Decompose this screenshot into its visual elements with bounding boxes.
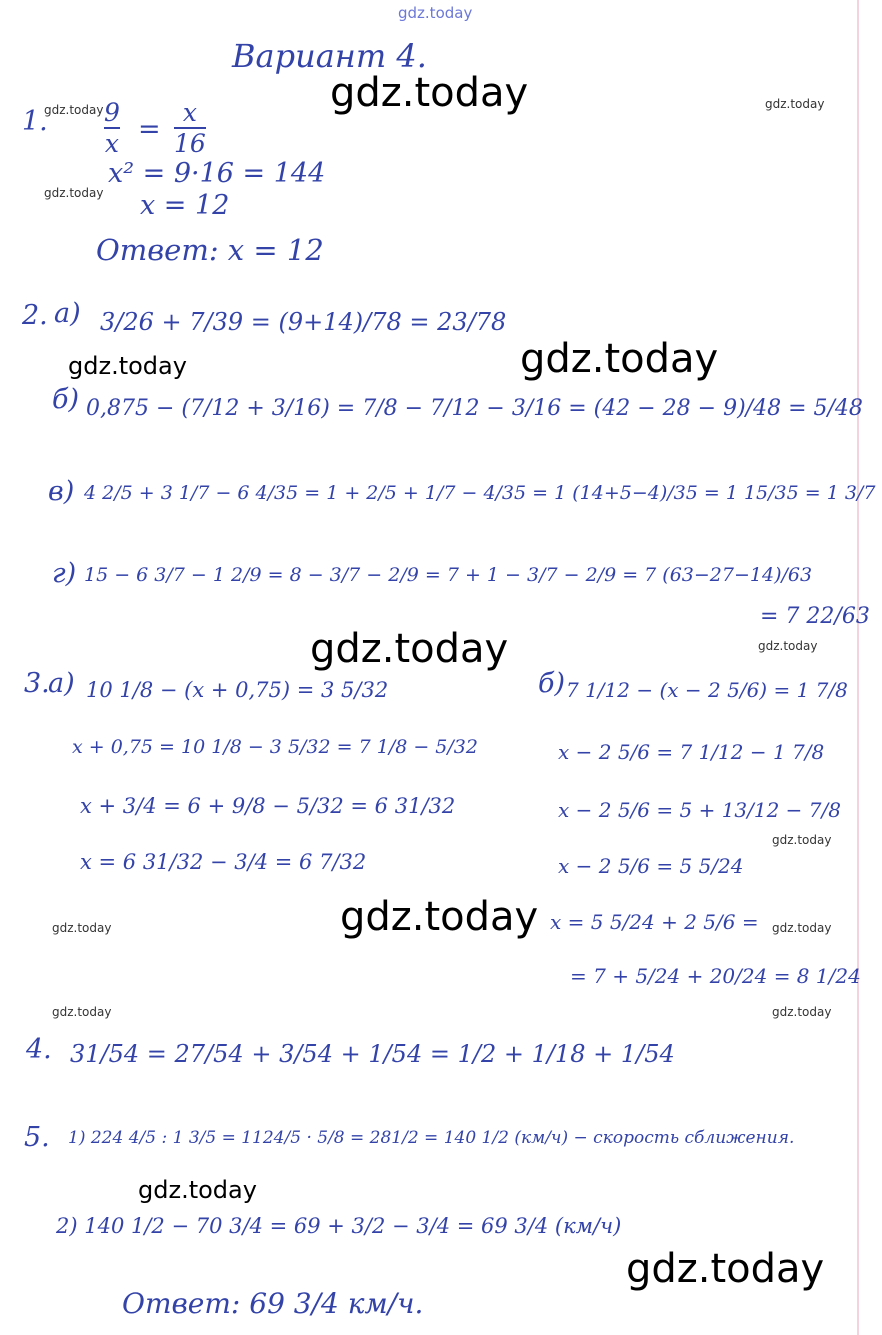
watermark: gdz.today <box>340 894 539 940</box>
task1-line2: x² = 9·16 = 144 <box>108 158 326 189</box>
watermark: gdz.today <box>520 336 719 382</box>
task1-fraction-left <box>104 100 120 156</box>
task3-a-line: x + 3/4 = 6 + 9/8 − 5/32 = 6 31/32 <box>80 794 456 818</box>
numerator: x <box>182 98 197 127</box>
task3-b-line: x = 5 5/24 + 2 5/6 = <box>550 910 759 934</box>
task5-label: 5. <box>24 1122 50 1153</box>
watermark-small: gdz.today <box>772 921 832 935</box>
denominator: 16 <box>174 129 206 158</box>
task5-step2: 2) 140 1/2 − 70 3/4 = 69 + 3/2 − 3/4 = 69 3/4 (км/ч) <box>56 1214 622 1238</box>
task5-answer: Ответ: 69 3/4 км/ч. <box>122 1287 424 1320</box>
task4-line: 31/54 = 27/54 + 3/54 + 1/54 = 1/2 + 1/18 + 1/54 <box>70 1040 675 1068</box>
task3-b-line: 7 1/12 − (x − 2 5/6) = 1 7/8 <box>566 678 848 702</box>
task2-g-line2: = 7 22/63 <box>760 604 870 629</box>
task3-a-line: 10 1/8 − (x + 0,75) = 3 5/32 <box>86 678 389 702</box>
watermark-small: gdz.today <box>52 1005 112 1019</box>
task3-b-line: x − 2 5/6 = 5 + 13/12 − 7/8 <box>558 798 841 822</box>
denominator: x <box>104 129 119 158</box>
equals-sign: = <box>138 114 161 145</box>
task3-label: 3. <box>24 668 50 699</box>
task3-a-line: x = 6 31/32 − 3/4 = 6 7/32 <box>80 850 367 874</box>
task2-a-line: 3/26 + 7/39 = (9+14)/78 = 23/78 <box>100 308 507 336</box>
task3-b-line: x − 2 5/6 = 7 1/12 − 1 7/8 <box>558 740 825 764</box>
watermark: gdz.today <box>138 1176 257 1204</box>
task2-g-marker: г) <box>52 558 77 589</box>
task2-b-marker: б) <box>52 384 80 415</box>
watermark: gdz.today <box>310 626 509 672</box>
task2-g-line: 15 − 6 3/7 − 1 2/9 = 8 − 3/7 − 2/9 = 7 + 1 − 3/7 − 2/9 = 7 (63−27−14)/63 <box>84 564 813 586</box>
task2-v-line: 4 2/5 + 3 1/7 − 6 4/35 = 1 + 2/5 + 1/7 − 4/35 = 1 (14+5−4)/35 = 1 15/35 = 1 3/7 <box>84 482 876 504</box>
page-title: Вариант 4. <box>232 37 427 75</box>
task3-a-marker: а) <box>48 668 75 699</box>
task2-v-marker: в) <box>48 476 75 507</box>
task3-b-line: = 7 + 5/24 + 20/24 = 8 1/24 <box>570 964 861 988</box>
watermark-small: gdz.today <box>44 186 104 200</box>
watermark: gdz.today <box>330 70 529 116</box>
task1-answer: Ответ: x = 12 <box>96 233 324 267</box>
task3-a-line: x + 0,75 = 10 1/8 − 3 5/32 = 7 1/8 − 5/32 <box>72 736 478 758</box>
watermark-small: gdz.today <box>52 921 112 935</box>
task1-label: 1. <box>22 106 48 137</box>
task1-fraction-right <box>174 100 206 156</box>
task5-step1: 1) 224 4/5 : 1 3/5 = 1124/5 · 5/8 = 281/2 = 140 1/2 (км/ч) − скорость сближения. <box>68 1128 795 1148</box>
numerator: 9 <box>104 98 120 127</box>
watermark: gdz.today <box>68 352 187 380</box>
task2-b-line: 0,875 − (7/12 + 3/16) = 7/8 − 7/12 − 3/16 = (42 − 28 − 9)/48 = 5/48 <box>86 396 863 421</box>
watermark-small: gdz.today <box>758 639 818 653</box>
task4-label: 4. <box>26 1034 52 1065</box>
task3-b-line: x − 2 5/6 = 5 5/24 <box>558 854 744 878</box>
watermark-small: gdz.today <box>765 97 825 111</box>
task1-line3: x = 12 <box>140 190 230 221</box>
watermark-small: gdz.today <box>44 103 104 117</box>
watermark-small: gdz.today <box>772 833 832 847</box>
margin-line <box>857 0 859 1335</box>
watermark-small: gdz.today <box>772 1005 832 1019</box>
task2-a-marker: а) <box>54 298 81 329</box>
task3-b-marker: б) <box>538 668 566 699</box>
watermark: gdz.today <box>626 1246 825 1292</box>
task2-label: 2. <box>22 300 48 331</box>
watermark-top: gdz.today <box>398 4 473 22</box>
